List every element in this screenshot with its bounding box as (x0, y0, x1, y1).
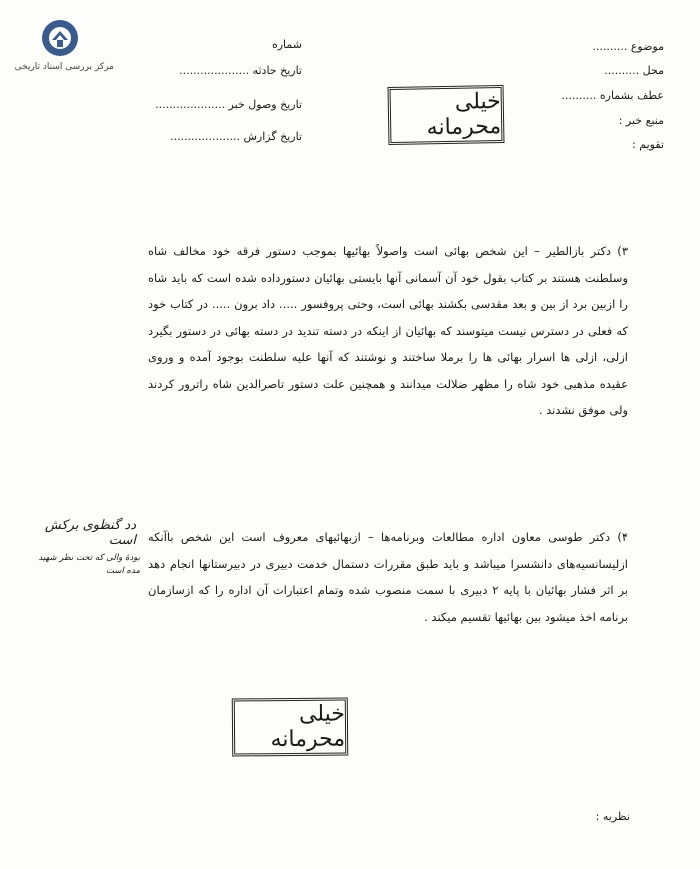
location-field: محل .......... (604, 64, 664, 77)
top-secret-stamp-bottom: خیلی محرمانه (232, 697, 349, 756)
number-field: شماره (271, 38, 302, 51)
margin-note-detail: بودهٔ والی که تحت نظر شهید مده است (38, 553, 140, 576)
margin-note: دد گنظوی برکش است (44, 518, 136, 548)
opinion-field: نظریه : (595, 810, 630, 823)
event-date-field: تاریخ حادثه .................... (179, 64, 302, 77)
source-field: منبع خبر : (618, 114, 664, 127)
receipt-date-field: تاریخ وصول خبر .................... (155, 98, 302, 111)
top-secret-stamp: خیلی محرمانه (388, 85, 505, 145)
subject-field: موضوع .......... (592, 40, 664, 53)
paragraph-3: ۳) دکتر بازالطیر – این شخص بهائی است واصولاً بهائیها بموجب دستور فرقه خود مخالف شاه وسلطنت هستند بر کتاب بقول خود آن آسمانی آنها بایستی بهائیان دستورداده شده است که باید شاه را ازبین برد از بین و بعد مقدسی بکشند بهائی است، وحتی پروفسور ..... داد برون ..... در کتاب خود که فعلی در دسترس نیست میتوسند که بهائیان از اینکه در دسته تندید در دسته بهائی در دستور بگیرد ازلی، ازلی ها اسرار بهائی ها را برملا ساختند و نوشتند که آنها علیه سلطنت بوجود آمده و وروی عقیده مذهبی خود شاه را مظهر ضلالت میدانند و همچنین علت دستور تاصرالدین شاه راترور کردند ولی موفق نشدند . (148, 244, 628, 417)
reference-field: عطف بشماره .......... (561, 89, 664, 102)
evaluation-field: تقویم : (632, 138, 664, 151)
paragraph-4: ۴) دکتر طوسی معاون اداره مطالعات وبرنامه‌ها – ازبهائیهای معروف است این شخص باآنکه ازلیسانسیه‌های دانشسرا میباشد و باید طبق مقررات دستمال خدمت دبیری در دبیرستانها انجام دهد بر اثر فشار بهائیان با پایه ۲ دبیری با سمت منصوب شده وتمام اعتبارات آن اداره را که ازسازمان برنامه اخذ میشود بین بهائیها تقسیم میکند . (148, 530, 628, 624)
report-date-field: تاریخ گزارش .................... (170, 130, 302, 143)
logo-text: مرکز بررسی اسناد تاریخی (14, 62, 114, 72)
archive-logo-icon (40, 18, 80, 58)
archive-logo (14, 18, 114, 80)
